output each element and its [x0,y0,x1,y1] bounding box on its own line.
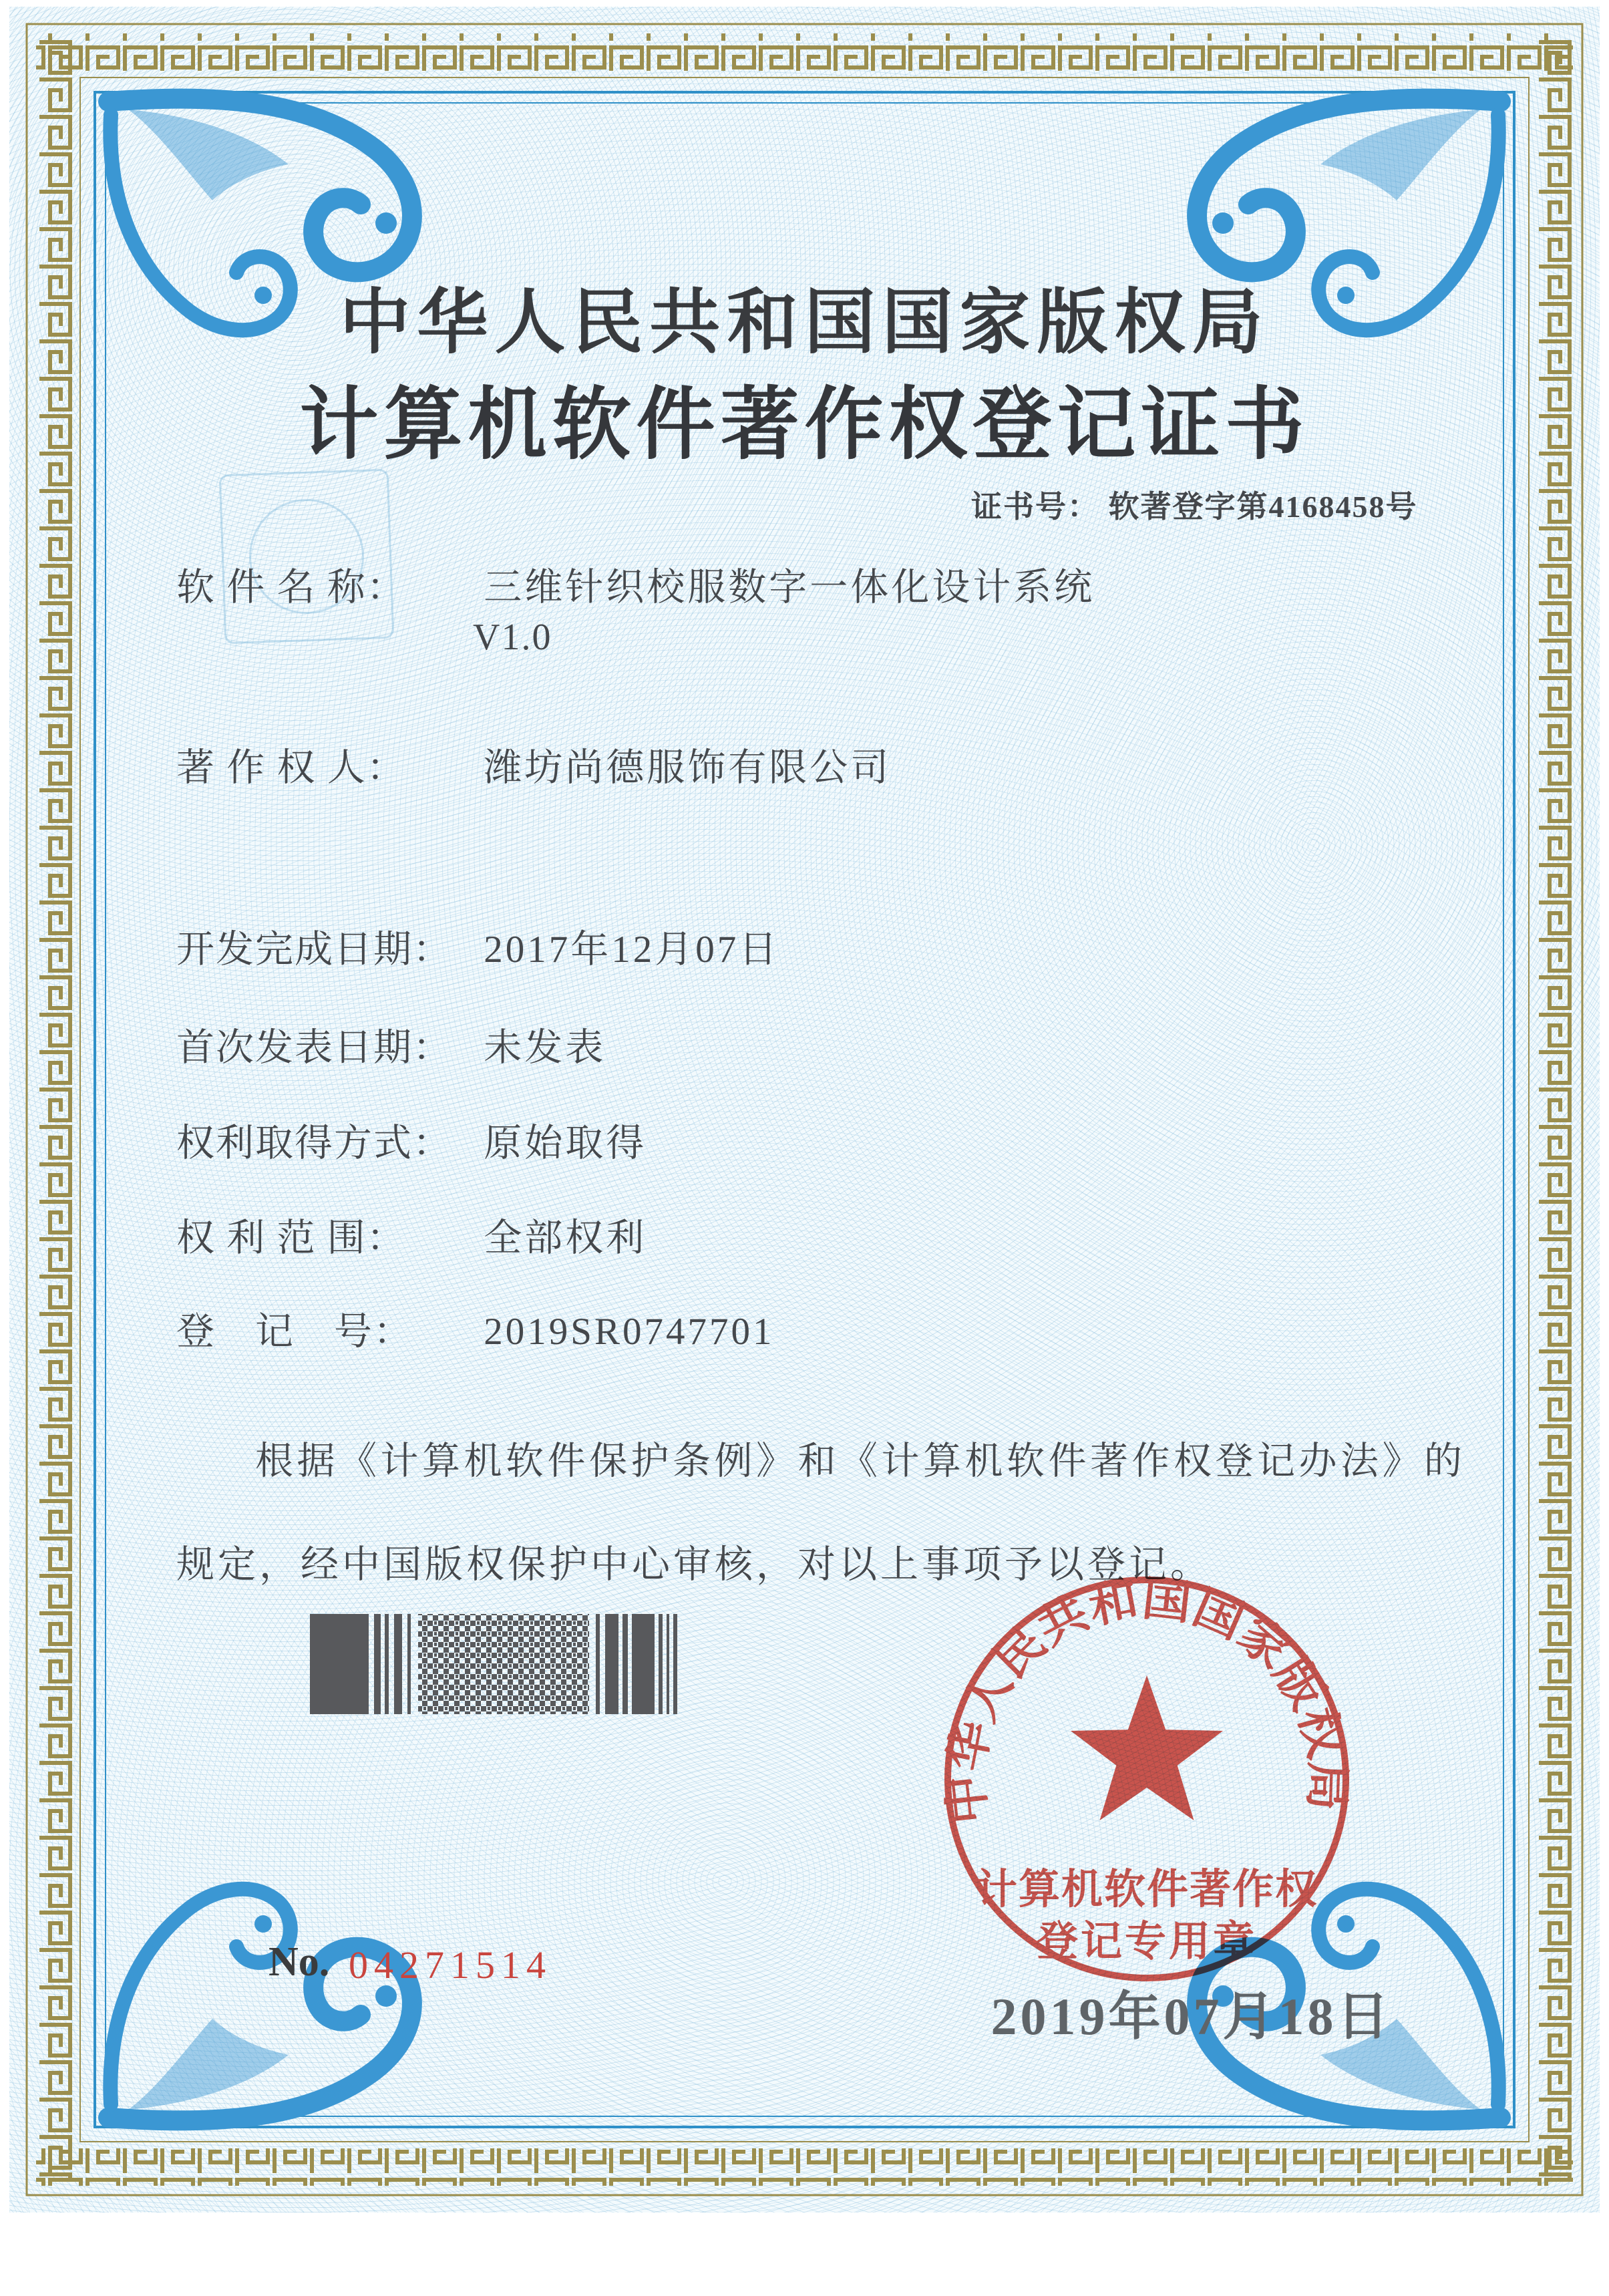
seal-date: 2019年07月18日 [991,1987,1393,2045]
field-registration-no [176,1301,774,1355]
seal-ring-text: 中华人民共和国国家版权局 [940,1573,1353,1827]
software-name-value: 三维针织校服数字一体化设计系统 [484,566,1095,609]
right-scope-value: 全部权利 [484,1217,647,1259]
registration-no-value: 2019SR0747701 [484,1311,775,1353]
field-copyright-owner [176,737,891,792]
right-acquire-method-label: 权利取得方式： [176,1122,452,1164]
copyright-owner-value: 潍坊尚德服饰有限公司 [484,747,892,789]
field-dev-complete-date [176,919,779,973]
barcode-icon [310,1610,677,1718]
certificate-number-line [971,482,1418,526]
certificate-body [9,7,1600,2212]
authority-title: 中华人民共和国国家版权局 [339,284,1270,362]
field-first-publish-date [176,1017,606,1072]
serial-value: 04271514 [349,1943,552,1987]
star-icon [1071,1675,1223,1820]
dev-complete-date-label: 开发完成日期： [176,929,452,971]
right-acquire-method-value: 原始取得 [484,1122,647,1164]
certificate-number-value: 软著登字第4168458号 [1108,490,1418,524]
field-software-name [176,556,1095,611]
first-publish-date-label: 首次发表日期： [176,1027,452,1069]
seal-line2: 登记专用章 [1036,1919,1258,1965]
first-publish-date-value: 未发表 [484,1027,606,1069]
software-version-value: V1.0 [473,617,552,658]
copyright-owner-label: 著 作 权 人： [176,747,406,789]
seal-line1: 计算机软件著作权 [975,1867,1318,1913]
document-title: 计算机软件著作权登记证书 [299,381,1310,469]
field-right-acquire-method [176,1112,647,1167]
registration-no-label: 登 记 号： [176,1311,413,1353]
official-seal [939,1571,1355,1987]
field-right-scope [176,1207,647,1262]
serial-label: No. [269,1939,330,1985]
dev-complete-date-value: 2017年12月07日 [484,929,780,971]
certificate-number-label: 证书号： [971,490,1099,524]
software-name-label: 软 件 名 称： [176,566,406,609]
right-scope-label: 权 利 范 围： [176,1217,406,1259]
registration-statement: 根据《计算机软件保护条例》和《计算机软件著作权登记办法》的规定，经中国版权保护中心审核，对以上事项予以登记。 [176,1440,1465,1586]
